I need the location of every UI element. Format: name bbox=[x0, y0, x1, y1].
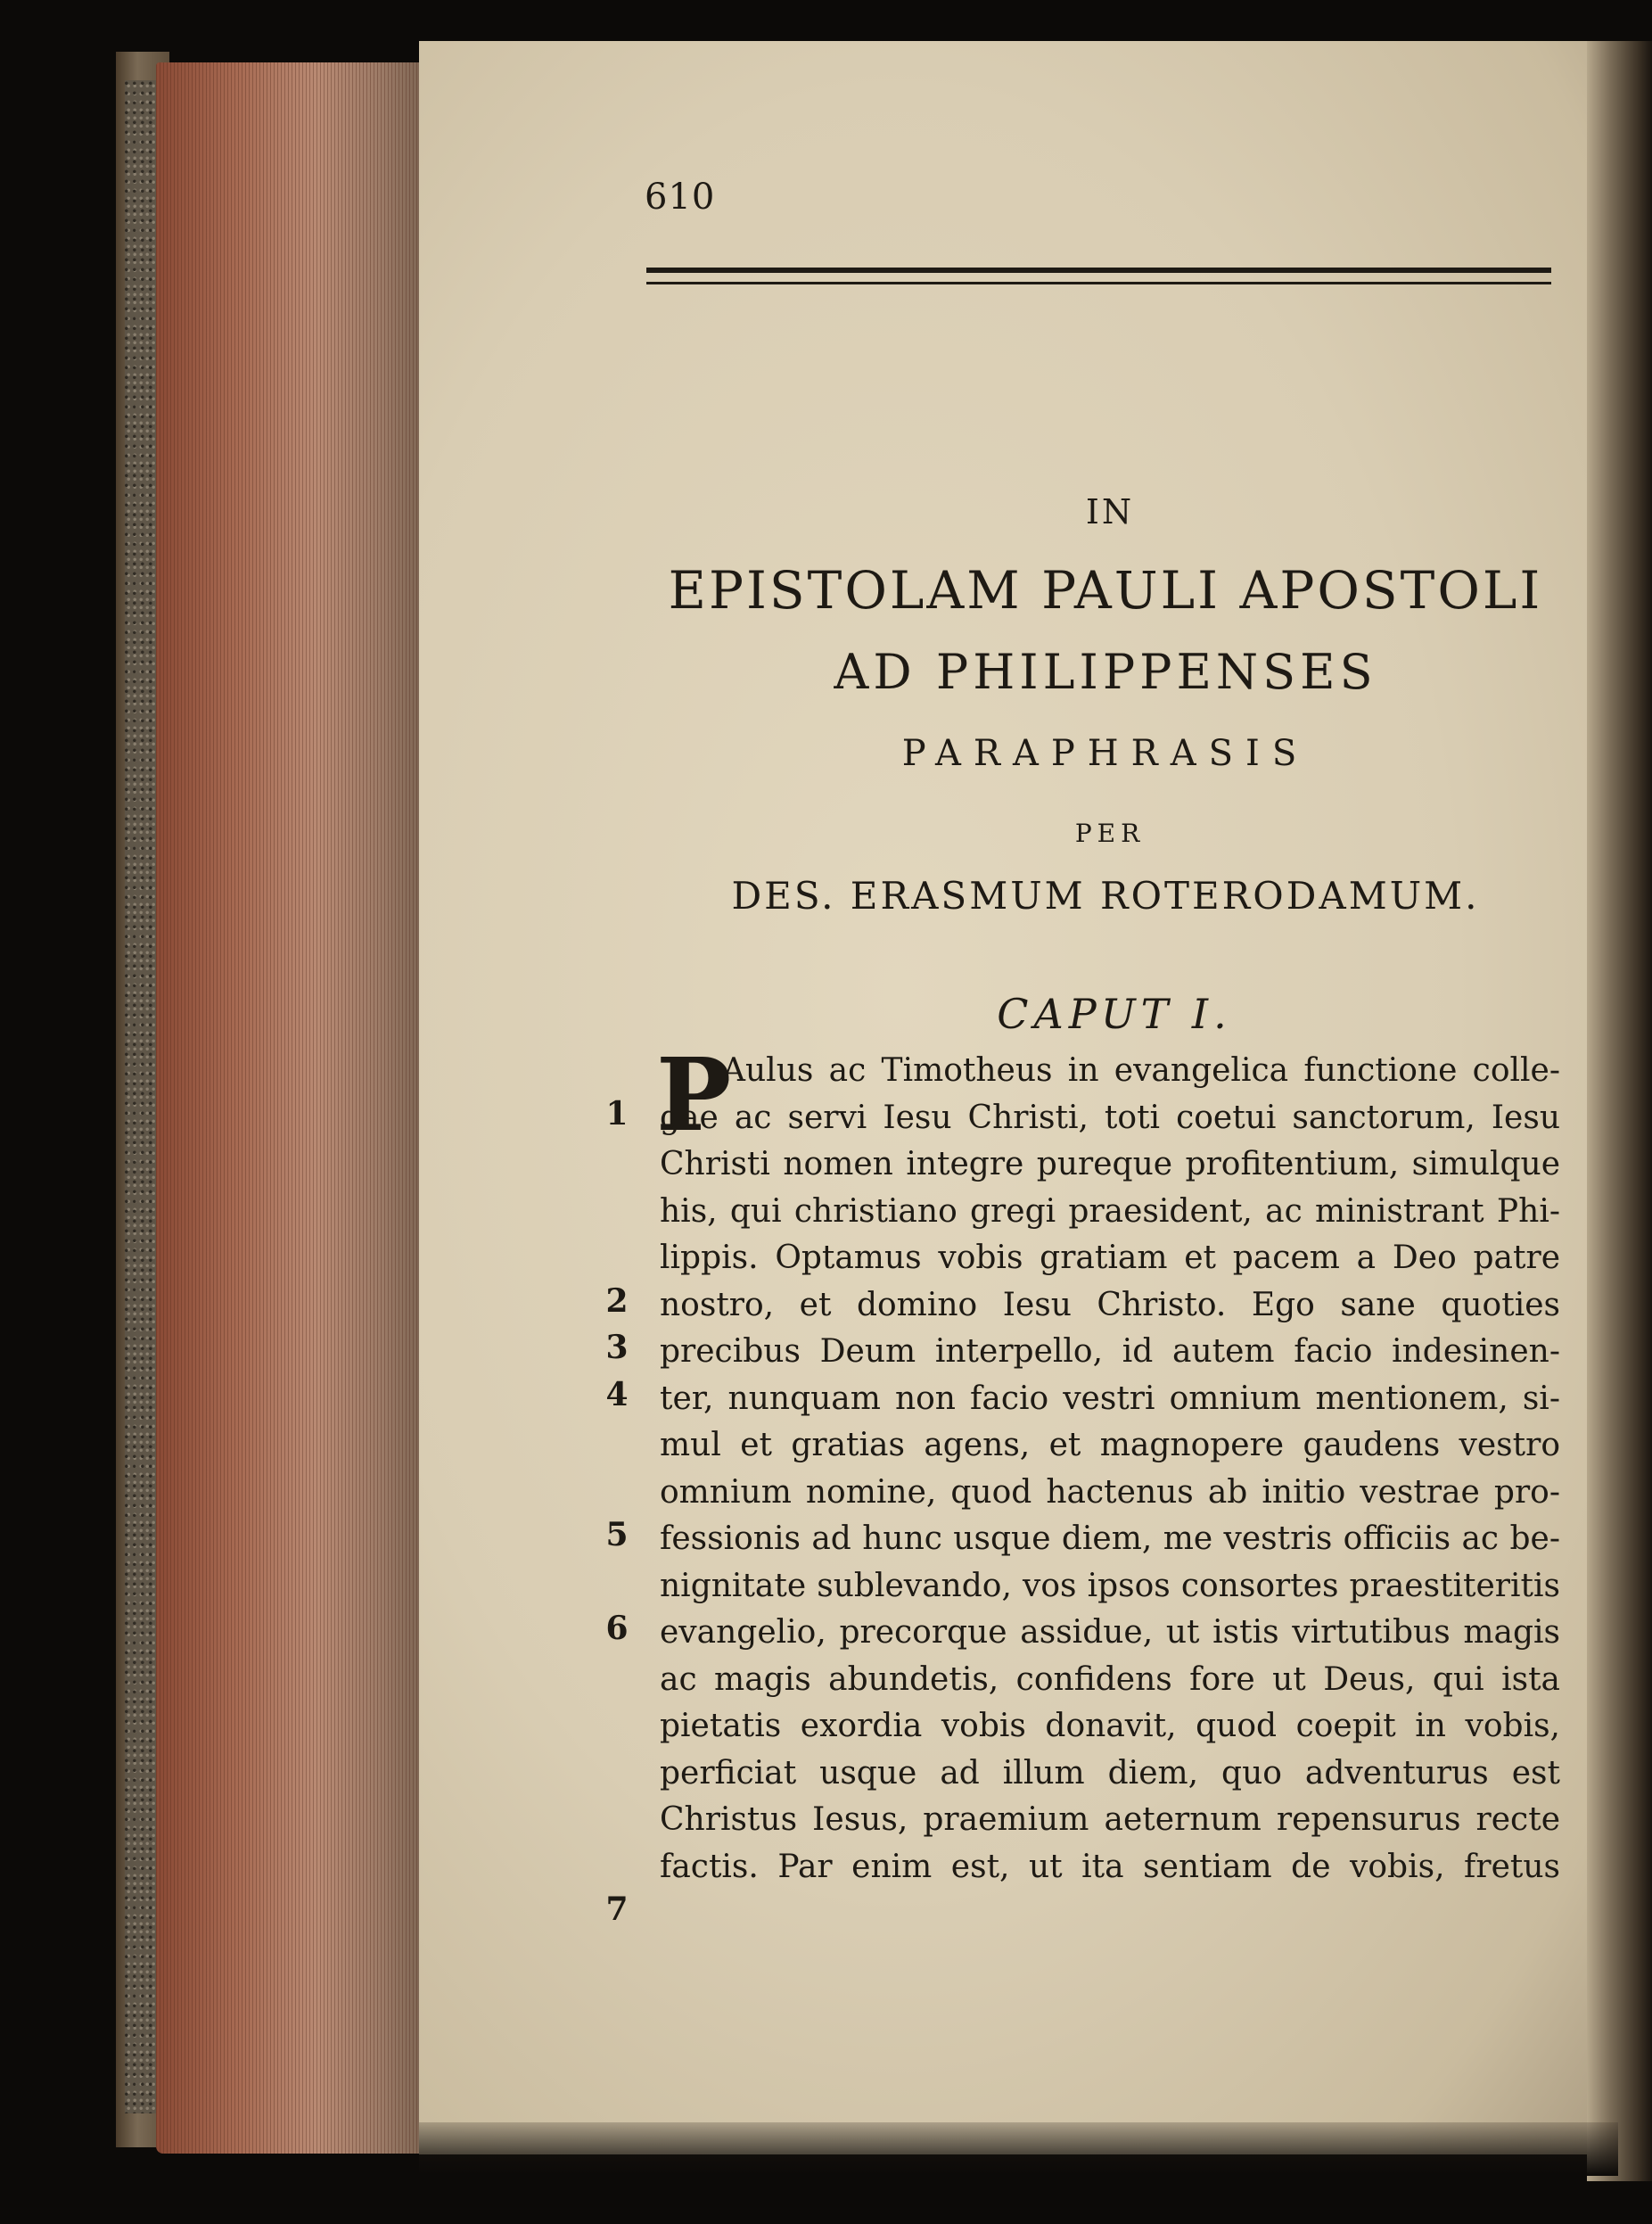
page-number: 610 bbox=[645, 177, 716, 218]
text-line: factis. Par enim est, ut ita sentiam de vobis, fretus bbox=[660, 1848, 1560, 1885]
text-line: nostro, et domino Iesu Christo. Ego sane quoties bbox=[660, 1286, 1560, 1323]
text-line: fessionis ad hunc usque diem, me vestris officiis ac be- bbox=[660, 1520, 1560, 1557]
text-line: evangelio, precorque assidue, ut istis virtutibus magis bbox=[660, 1614, 1560, 1651]
verse-number: 7 bbox=[605, 1890, 629, 1928]
text-line: mul et gratias agens, et magnopere gaudens vestro bbox=[660, 1427, 1560, 1463]
header-rule-thick bbox=[646, 268, 1551, 273]
text-line: Christus Iesus, praemium aeternum repensurus recte bbox=[660, 1801, 1560, 1838]
text-line: pietatis exordia vobis donavit, quod coepit in vobis, bbox=[660, 1708, 1560, 1744]
header-rule-thin bbox=[646, 282, 1551, 284]
verse-number: 1 bbox=[605, 1095, 629, 1133]
text-line: omnium nomine, quod hactenus ab initio vestrae pro- bbox=[660, 1473, 1560, 1511]
body-text bbox=[660, 1048, 1560, 1890]
drop-cap: P bbox=[656, 1037, 732, 1154]
text-line: ac magis abundetis, confidens fore ut Deus, qui ista bbox=[660, 1660, 1560, 1698]
verse-number: 3 bbox=[605, 1329, 629, 1366]
title-line-2: AD PHILIPPENSES bbox=[834, 644, 1377, 700]
text-line: perficiat usque ad illum diem, quo adventurus est bbox=[660, 1754, 1560, 1792]
text-line: gae ac servi Iesu Christi, toti coetui sanctorum, Iesu bbox=[660, 1099, 1560, 1136]
verse-number: 6 bbox=[605, 1610, 629, 1647]
book-gutter bbox=[1587, 41, 1652, 2181]
title-per: PER bbox=[1074, 819, 1146, 848]
verse-number: 5 bbox=[605, 1516, 629, 1553]
title-line-3: PARAPHRASIS bbox=[901, 733, 1310, 774]
text-line: Aulus ac Timotheus in evangelica functione colle- bbox=[722, 1052, 1560, 1089]
text-line: his, qui christiano gregi praesident, ac ministrant Phi- bbox=[660, 1192, 1560, 1230]
page-stack-edge bbox=[156, 62, 423, 2154]
chapter-heading: CAPUT I. bbox=[997, 990, 1232, 1038]
text-line: Christi nomen integre pureque profitentium, simulque bbox=[660, 1146, 1560, 1182]
text-line: precibus Deum interpello, id autem facio indesinen- bbox=[660, 1333, 1560, 1370]
verse-number: 4 bbox=[605, 1376, 629, 1413]
bottom-shadow bbox=[419, 2122, 1618, 2176]
text-line: lippis. Optamus vobis gratiam et pacem a Deo patre bbox=[660, 1240, 1560, 1276]
text-line: nignitate sublevando, vos ipsos consortes praestiteritis bbox=[660, 1567, 1560, 1604]
title-in: IN bbox=[1085, 492, 1135, 531]
title-line-1: EPISTOLAM PAULI APOSTOLI bbox=[668, 560, 1543, 621]
text-line: ter, nunquam non facio vestri omnium mentionem, si- bbox=[660, 1380, 1560, 1417]
title-author: DES. ERASMUM ROTERODAMUM. bbox=[731, 874, 1480, 918]
verse-number: 2 bbox=[605, 1282, 629, 1320]
